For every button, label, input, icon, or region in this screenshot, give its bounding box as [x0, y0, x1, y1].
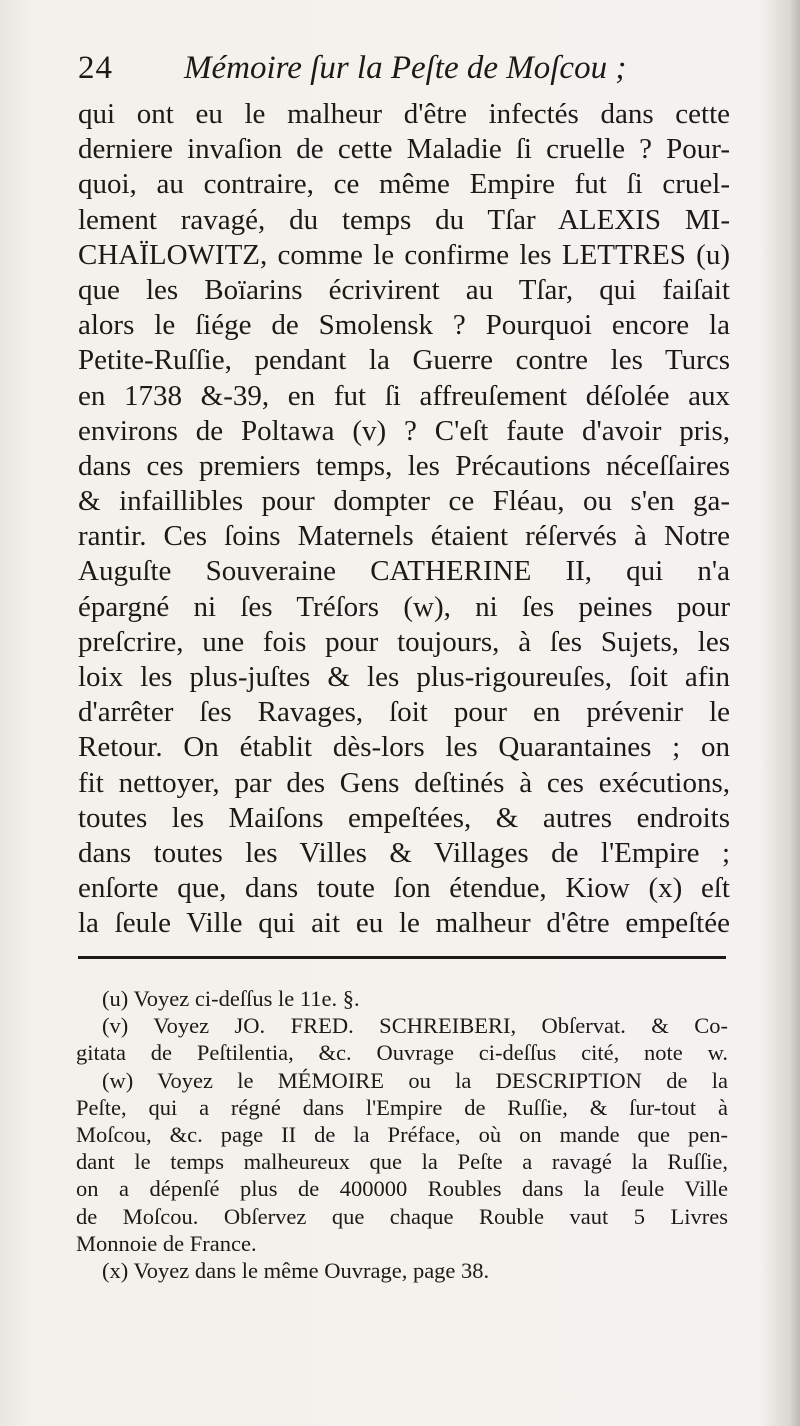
text-line: environs de Poltawa (v) ? C'eſt faute d'avoir pris, — [78, 414, 730, 447]
text-line: alors le ſiége de Smolensk ? Pourquoi encore la — [78, 309, 730, 342]
text-line: qui ont eu le malheur d'être infectés dans cette — [78, 98, 730, 130]
text-line: d'arrêter ſes Ravages, ſoit pour en prévenir le — [78, 696, 730, 729]
footnote-line: (v) Voyez JO. FRED. SCHREIBERI, Obſervat. & Co- — [102, 1013, 728, 1039]
footnote-line: de Moſcou. Obſervez que chaque Rouble vaut 5 Livres — [76, 1203, 728, 1229]
footnote-line: Peſte, qui a régné dans l'Empire de Ruſſie, & ſur-tout à — [76, 1094, 728, 1120]
text-line: & infaillibles pour dompter ce Fléau, ou s'en ga- — [78, 485, 730, 518]
text-line: preſcrire, une fois pour toujours, à ſes Sujets, les — [78, 625, 730, 658]
page-header — [78, 44, 738, 90]
main-text-block — [78, 97, 730, 942]
text-line: en 1738 &-39, en fut ſi affreuſement déſolée aux — [78, 379, 730, 412]
footnote-line: (x) Voyez dans le même Ouvrage, page 38. — [102, 1257, 490, 1283]
text-line: toutes les Maiſons empeſtées, & autres endroits — [78, 801, 730, 834]
text-line: épargné ni ſes Tréſors (w), ni ſes peines pour — [78, 590, 730, 623]
footnote-line: gitata de Peſtilentia, &c. Ouvrage ci-deſſus cité, note w. — [76, 1040, 728, 1066]
running-title: Mémoire ſur la Peſte de Moſcou ; — [184, 50, 627, 86]
footnotes-block — [76, 985, 728, 1284]
text-line: CHAÏLOWITZ, comme le confirme les LETTRES (u) — [78, 238, 730, 271]
footnote-line: Moſcou, &c. page II de la Préface, où on mande que pen- — [76, 1121, 728, 1147]
text-line: dans toutes les Villes & Villages de l'Empire ; — [78, 836, 730, 869]
text-line: derniere invaſion de cette Maladie ſi cruelle ? Pour- — [78, 133, 730, 166]
footnote-line: (w) Voyez le MÉMOIRE ou la DESCRIPTION de la — [102, 1067, 728, 1093]
footnote-line: on a dépenſé plus de 400000 Roubles dans la ſeule Ville — [76, 1176, 728, 1202]
text-line: lement ravagé, du temps du Tſar ALEXIS MI- — [78, 203, 730, 236]
text-line: la ſeule Ville qui ait eu le malheur d'être empeſtée — [78, 907, 730, 940]
footnote-line: Monnoie de France. — [76, 1230, 257, 1256]
text-line: dans ces premiers temps, les Précautions néceſſaires — [78, 449, 730, 482]
page-number: 24 — [78, 50, 113, 86]
text-line: que les Boïarins écrivirent au Tſar, qui faiſait — [78, 273, 730, 306]
footnote-line: (u) Voyez ci-deſſus le 11e. §. — [102, 986, 360, 1011]
text-line: fit nettoyer, par des Gens deſtinés à ces exécutions, — [78, 766, 730, 799]
footnote-divider — [78, 956, 726, 959]
text-line: Auguſte Souveraine CATHERINE II, qui n'a — [78, 555, 730, 588]
text-line: enſorte que, dans toute ſon étendue, Kiow (x) eſt — [78, 872, 730, 905]
footnote-line: dant le temps malheureux que la Peſte a ravagé la Ruſſie, — [76, 1149, 728, 1175]
text-line: Petite-Ruſſie, pendant la Guerre contre les Turcs — [78, 344, 730, 377]
text-line: Retour. On établit dès-lors les Quarantaines ; on — [78, 731, 730, 764]
text-line: quoi, au contraire, ce même Empire fut ſi cruel- — [78, 168, 730, 201]
text-line: loix les plus-juſtes & les plus-rigoureuſes, ſoit afin — [78, 661, 730, 693]
text-line: rantir. Ces ſoins Maternels étaient réſervés à Notre — [78, 520, 730, 553]
